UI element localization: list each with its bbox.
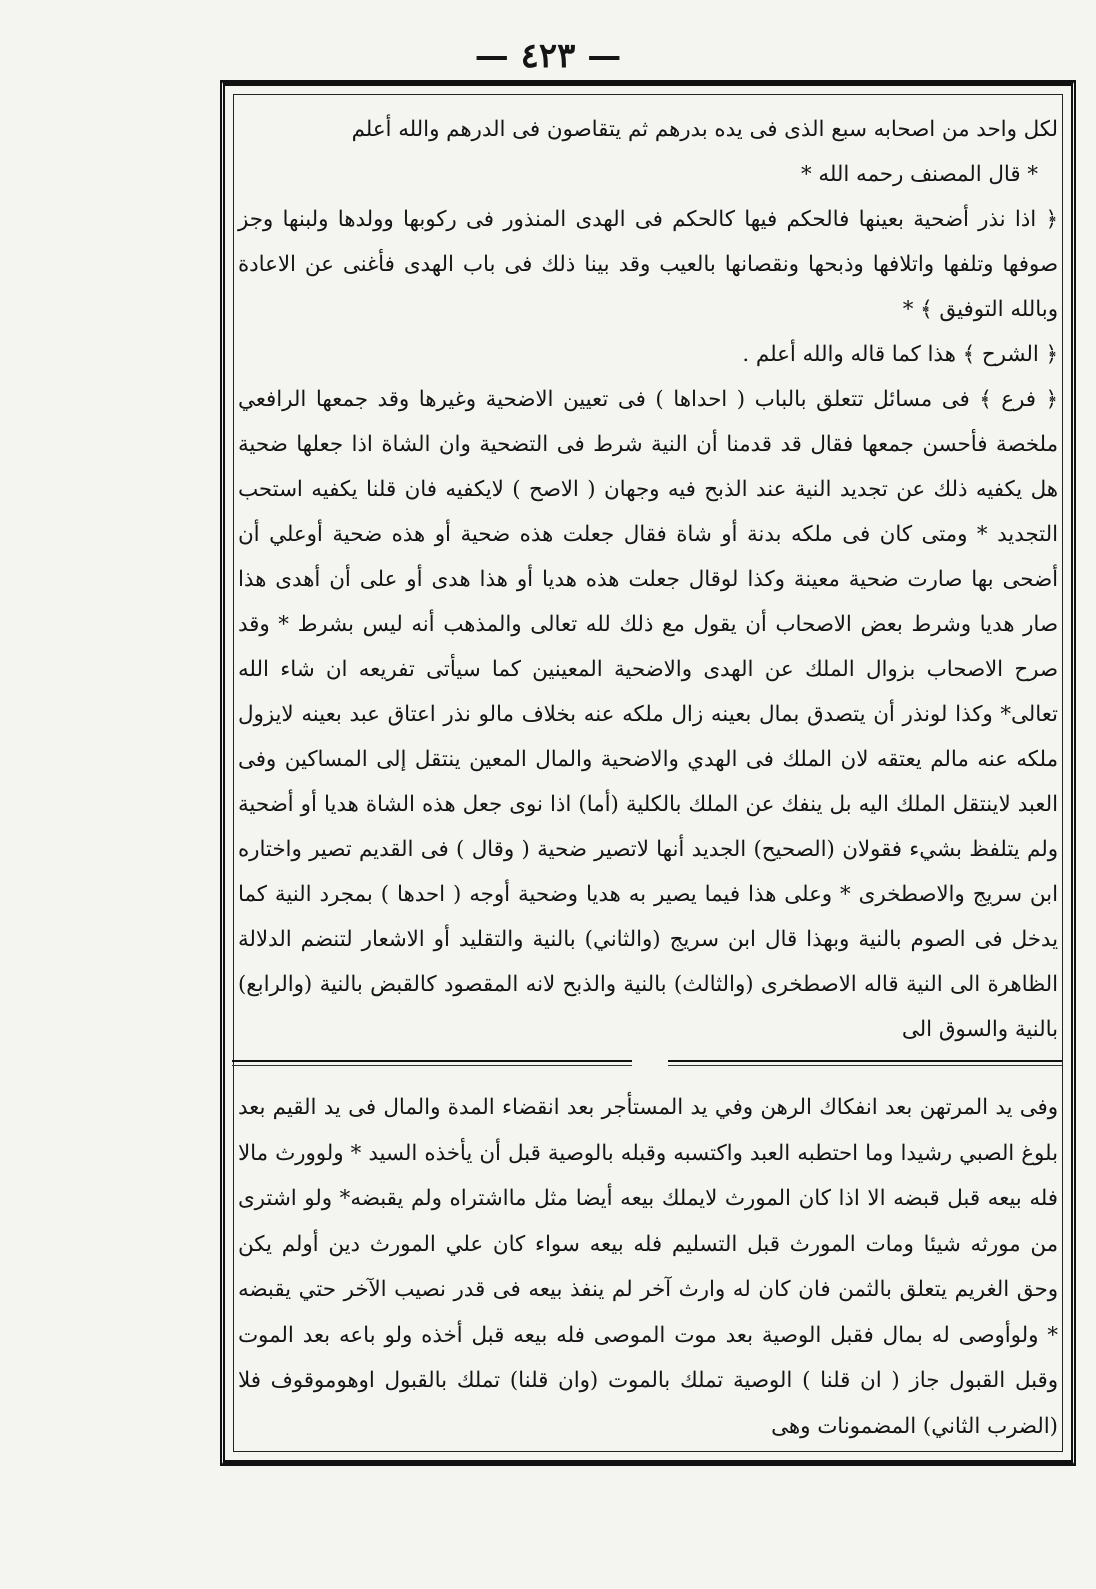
- main-paragraph-3: ﴿ اذا نذر أضحية بعينها فالحكم فيها كالحكم فى الهدى المنذور فى ركوبها وولدها ولبنها وجز صوفها وتلفها واتلافها وذبحها ونقصانها بالعيب وقد بينا ذلك فى باب الهدى فأغنى عن الاعادة وبالله التوفيق ﴾ *: [238, 207, 1058, 322]
- page-number: — ٤٢٣ —: [474, 36, 622, 76]
- main-text: [238, 107, 1058, 1052]
- footnote-text: [238, 1085, 1058, 1449]
- main-paragraph-2: * قال المصنف رحمه الله *: [800, 162, 1038, 187]
- main-paragraph-1: لكل واحد من اصحابه سبع الذى فى يده بدرهم ثم يتقاصون فى الدرهم والله أعلم: [351, 117, 1058, 142]
- footnote-divider-gap: [632, 1056, 668, 1068]
- main-paragraph-5: ﴿ فرع ﴾ فى مسائل تتعلق بالباب ( احداها ) فى تعيين الاضحية وغيرها وقد جمعها الرافعي ملخصة فأحسن جمعها فقال قد قدمنا أن النية شرط فى التضحية وان الشاة اذا جعلها ضحية هل يكفيه ذلك عن تجديد النية عند الذبح فيه وجهان ( الاصح ) لايكفيه فان قلنا يكفيه استحب التجديد * ومتى كان فى ملكه بدنة أو شاة فقال جعلت هذه ضحية أو هذه ضحية أوعلي أن أضحى بها صارت ضحية معينة وكذا لوقال جعلت هذه هديا أو هذا هدى أو على أن أهدى هذا صار هديا وشرط بعض الاصحاب أن يقول مع ذلك لله تعالى والمذهب أنه ليس بشرط * وقد صرح الاصحاب بزوال الملك عن الهدى والاضحية المعينين كما سيأتى تفريعه ان شاء الله تعالى* وكذا لونذر أن يتصدق بمال بعينه زال ملكه عنه بخلاف مالو نذر اعتاق عبد بعينه لايزول ملكه عنه مالم يعتقه لان الملك فى الهدي والاضحية والمال المعين ينتقل إلى المساكين وفى العبد لاينتقل الملك اليه بل ينفك عن الملك بالكلية (أما) اذا نوى جعل هذه الشاة هديا أو أضحية ولم يتلفظ بشيء فقولان (الصحيح) الجديد أنها لاتصير ضحية ( وقال ) فى القديم تصير واختاره ابن سريج والاصطخرى * وعلى هذا فيما يصير به هديا وضحية أوجه ( احدها ) بمجرد النية كما يدخل فى الصوم بالنية وبهذا قال ابن سريج (والثاني) بالنية والتقليد أو الاشعار لتنضم الدلالة الظاهرة الى النية قاله الاصطخرى (والثالث) بالنية والذبح لانه المقصود كالقبض بالنية (والرابع) بالنية والسوق الى: [238, 387, 1058, 1042]
- main-paragraph-4: ﴿ الشرح ﴾ هذا كما قاله والله أعلم .: [742, 342, 1058, 367]
- footnote-paragraph: وفى يد المرتهن بعد انفكاك الرهن وفي يد المستأجر بعد انقضاء المدة والمال فى يد القيم بعد بلوغ الصبي رشيدا وما احتطبه العبد واكتسبه وقبله بالوصية قبل أن يأخذه السيد * ولوورث مالا فله بيعه قبل قبضه الا اذا كان المورث لايملك بيعه أيضا مثل مااشتراه ولم يقبضه* ولو اشترى من مورثه شيئا ومات المورث قبل التسليم فله بيعه سواء كان علي المورث دين أولم يكن وحق الغريم يتعلق بالثمن فان كان له وارث آخر لم ينفذ بيعه فى قدر نصيب الآخر حتي يقبضه * ولوأوصى له بمال فقبل الوصية بعد موت الموصى فله بيعه قبل أخذه ولو باعه بعد الموت وقبل القبول جاز ( ان قلنا ) الوصية تملك بالموت (وان قلنا) تملك بالقبول اوهوموقوف فلا (الضرب الثاني) المضمونات وهى: [238, 1095, 1058, 1439]
